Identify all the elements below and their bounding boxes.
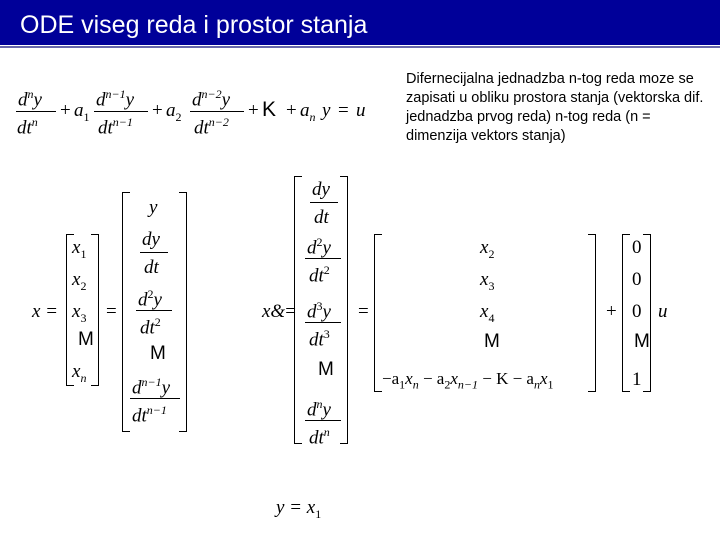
dny xyxy=(307,398,331,419)
subscript: 2 xyxy=(80,278,87,293)
exp: n xyxy=(27,87,34,101)
subscript: 3 xyxy=(488,278,495,293)
a-symbol: a xyxy=(74,100,84,121)
exp: 3 xyxy=(316,299,323,313)
d3y xyxy=(307,300,331,321)
exp: n−1 xyxy=(146,403,167,417)
left-bracket xyxy=(294,176,302,444)
dt-symbol: dt xyxy=(309,265,324,287)
d-symbol: d xyxy=(307,237,317,259)
title-divider xyxy=(0,46,720,48)
x-dot-glyph: x& xyxy=(262,301,286,322)
ode-num-2 xyxy=(96,88,134,109)
y-symbol: y xyxy=(149,197,158,218)
subscript: n−1 xyxy=(457,377,478,392)
exp: 2 xyxy=(323,263,330,277)
left-bracket xyxy=(622,234,630,392)
left-bracket xyxy=(374,234,382,392)
vertical-dots-glyph: M xyxy=(150,343,166,364)
x-equals: x = xyxy=(32,301,59,322)
coef-a2 xyxy=(166,101,182,123)
exp: n−1 xyxy=(141,375,162,389)
y-symbol: y xyxy=(161,377,171,399)
x-symbol: x xyxy=(72,269,81,290)
dt2 xyxy=(140,316,161,337)
plus-sign: + xyxy=(286,100,297,121)
x-symbol: x xyxy=(480,237,489,258)
subscript: 1 xyxy=(315,506,322,521)
ode-den-2 xyxy=(98,116,133,137)
fraction-bar xyxy=(310,202,338,203)
zero: 0 xyxy=(632,269,642,290)
x4 xyxy=(480,302,494,324)
fraction-bar xyxy=(94,111,148,112)
vertical-dots-glyph: M xyxy=(318,359,334,380)
fraction-bar xyxy=(136,310,172,311)
fraction-bar xyxy=(305,258,341,259)
exp: n xyxy=(323,425,330,439)
exp: 2 xyxy=(147,287,154,301)
u-symbol: u xyxy=(658,301,668,322)
x-symbol: x xyxy=(72,361,81,382)
subscript: n xyxy=(412,377,419,392)
dt3 xyxy=(309,328,330,349)
d-symbol: d xyxy=(18,89,28,111)
fraction-bar xyxy=(140,252,168,253)
right-bracket xyxy=(340,176,348,444)
fraction-bar xyxy=(190,111,244,112)
one: 1 xyxy=(632,369,642,390)
y-symbol: y xyxy=(125,89,135,111)
fraction-bar xyxy=(16,111,56,112)
neg-a: −a xyxy=(382,369,400,388)
subscript: 3 xyxy=(80,310,87,325)
y-symbol: y xyxy=(221,89,231,111)
x2 xyxy=(480,238,494,260)
y-symbol: y xyxy=(33,89,42,111)
subscript: 2 xyxy=(444,377,451,392)
d-symbol: d xyxy=(138,289,148,311)
y-symbol: y xyxy=(322,301,331,323)
right-bracket xyxy=(588,234,596,392)
subscript: 1 xyxy=(399,377,406,392)
y-equals-x: y = x xyxy=(276,497,316,518)
y-symbol: y xyxy=(153,289,162,311)
plus-sign: + xyxy=(248,100,259,121)
dt2 xyxy=(309,264,330,285)
minus-dots-a: − K − a xyxy=(477,369,534,388)
x-symbol: x xyxy=(480,269,489,290)
subscript: 1 xyxy=(547,377,554,392)
ellipsis-glyph: K xyxy=(262,98,277,121)
dt-symbol: dt xyxy=(194,117,209,139)
x-symbol: x xyxy=(72,301,81,322)
d2y xyxy=(138,288,162,309)
vertical-dots-glyph: M xyxy=(634,331,650,352)
exp: 2 xyxy=(316,235,323,249)
minus-a: − a xyxy=(418,369,445,388)
vertical-dots-glyph: M xyxy=(78,329,94,350)
equals-sign: = xyxy=(358,301,369,322)
x-symbol: x xyxy=(480,301,489,322)
exp: n xyxy=(31,115,38,129)
dn1y xyxy=(132,376,170,397)
y-symbol: y xyxy=(322,100,331,121)
description-text: Difernecijalna jednadzba n-tog reda moze se zapisati u obliku prostora stanja (vektorska dif. jednadzba prvog reda) n-tog reda (n = dimenzija vektors stanja) xyxy=(406,71,704,144)
dy-symbol: dy xyxy=(142,229,160,250)
zero: 0 xyxy=(632,237,642,258)
fraction-bar xyxy=(305,420,341,421)
dtn xyxy=(309,426,330,447)
dt-symbol: dt xyxy=(132,405,147,427)
exp: n xyxy=(316,397,323,411)
x3 xyxy=(72,302,86,324)
ode-den-1 xyxy=(17,116,38,137)
fraction-bar xyxy=(130,398,180,399)
dt-symbol: dt xyxy=(144,257,159,278)
output-equation xyxy=(276,498,321,520)
exp: n−2 xyxy=(208,115,229,129)
d-symbol: d xyxy=(192,89,202,111)
plus-sign: + xyxy=(152,100,163,121)
x-symbol: x xyxy=(405,369,413,388)
x1 xyxy=(72,238,86,260)
dt-symbol: dt xyxy=(314,207,329,228)
equals-sign: = xyxy=(285,301,296,322)
subscript: n xyxy=(80,370,87,385)
dt-symbol: dt xyxy=(309,329,324,351)
ode-den-3 xyxy=(194,116,229,137)
d-symbol: d xyxy=(307,301,317,323)
dt-symbol: dt xyxy=(309,427,324,449)
subscript: 2 xyxy=(488,246,495,261)
u-symbol: u xyxy=(356,100,366,121)
a-symbol: a xyxy=(166,100,176,121)
dt-symbol: dt xyxy=(98,117,113,139)
dtn1 xyxy=(132,404,167,425)
y-symbol: y xyxy=(322,237,331,259)
exp: n−2 xyxy=(201,87,222,101)
d2y xyxy=(307,236,331,257)
xn xyxy=(72,362,86,384)
equals-sign: = xyxy=(338,100,349,121)
vertical-dots-glyph: M xyxy=(484,331,500,352)
subscript: 4 xyxy=(488,310,495,325)
slide-title: ODE viseg reda i prostor stanja xyxy=(20,11,368,39)
right-bracket xyxy=(179,192,187,432)
x2 xyxy=(72,270,86,292)
left-bracket xyxy=(122,192,130,432)
dt-symbol: dt xyxy=(17,117,32,139)
right-bracket xyxy=(643,234,651,392)
exp: 3 xyxy=(323,327,330,341)
x-dot xyxy=(262,302,296,321)
subscript: n xyxy=(309,109,316,124)
x3 xyxy=(480,270,494,292)
last-row xyxy=(382,370,554,390)
zero: 0 xyxy=(632,301,642,322)
subscript: n xyxy=(533,377,540,392)
d-symbol: d xyxy=(96,89,106,111)
y-symbol: y xyxy=(322,399,331,421)
exp: n−1 xyxy=(105,87,126,101)
exp: n−1 xyxy=(112,115,133,129)
subscript: 1 xyxy=(80,246,87,261)
exp: 2 xyxy=(154,315,161,329)
plus-sign: + xyxy=(606,301,617,322)
d-symbol: d xyxy=(307,399,317,421)
x-symbol: x xyxy=(72,237,81,258)
a-symbol: a xyxy=(300,100,310,121)
right-bracket xyxy=(91,234,99,386)
subscript: 2 xyxy=(175,109,182,124)
ode-num-1 xyxy=(18,88,42,109)
x-symbol: x xyxy=(539,369,548,388)
subscript: 1 xyxy=(83,109,90,124)
x-symbol: x xyxy=(450,369,458,388)
plus-sign: + xyxy=(60,100,71,121)
coef-an xyxy=(300,101,316,123)
coef-a1 xyxy=(74,101,90,123)
ode-num-3 xyxy=(192,88,230,109)
fraction-bar xyxy=(305,322,341,323)
dy-symbol: dy xyxy=(312,179,330,200)
equals-sign: = xyxy=(106,301,117,322)
d-symbol: d xyxy=(132,377,142,399)
dt-symbol: dt xyxy=(140,317,155,339)
